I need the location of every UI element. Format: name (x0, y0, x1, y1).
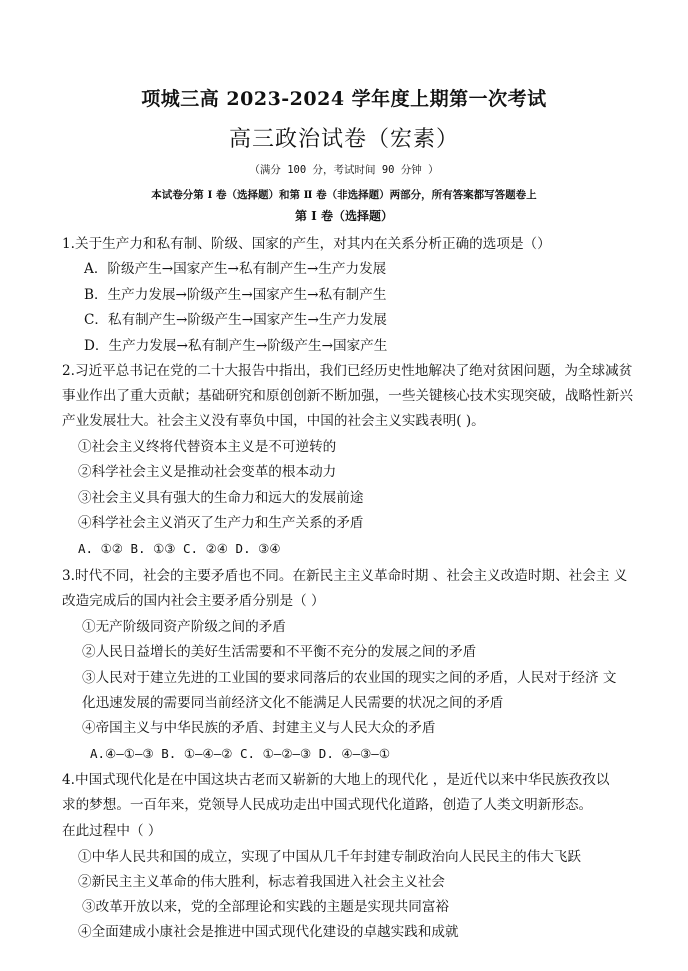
question-1-stem: 1.关于生产力和私有制、阶级、国家的产生，对其内在关系分析正确的选项是（） (62, 236, 551, 252)
question-3-answer-options: A.④—①—③ B. ①—④—② C. ①—②—③ D. ④—③—① (90, 746, 391, 761)
question-2-item-1: ①社会主义终将代替资本主义是不可逆转的 (78, 439, 337, 455)
question-4-item-3: ③改革开放以来，党的全部理论和实践的主题是实现共同富裕 (82, 899, 450, 915)
question-3-stem-line-2: 改造完成后的国内社会主要矛盾分别是（ ） (62, 593, 325, 609)
question-2-item-4: ④科学社会主义消灭了生产力和生产关系的矛盾 (78, 515, 364, 531)
question-3-item-2: ②人民日益增长的美好生活需要和不平衡不充分的发展之间的矛盾 (82, 644, 477, 660)
question-2-item-2: ②科学社会主义是推动社会变革的根本动力 (78, 464, 337, 480)
question-2-answer-options: A. ①② B. ①③ C. ②④ D. ③④ (78, 541, 281, 556)
exam-subtitle: 高三政治试卷（宏素） (228, 127, 459, 152)
question-2-stem-line-3: 产业发展壮大。社会主义没有辜负中国，中国的社会主义实践表明( )。 (62, 413, 485, 429)
section-heading: 第 I 卷（选择题） (295, 209, 393, 223)
question-3-item-4: ④帝国主义与中华民族的矛盾、封建主义与人民大众的矛盾 (82, 720, 436, 736)
question-3-item-3-line-1: ③人民对于建立先进的工业国的要求同落后的农业国的现实之间的矛盾，人民对于经济 文 (82, 670, 617, 686)
question-2-stem-line-2: 事业作出了重大贡献；基础研究和原创创新不断加强，一些关键核心技术实现突破，战略性新兴 (62, 388, 633, 404)
question-3-item-1: ①无产阶级同资产阶级之间的矛盾 (82, 619, 286, 635)
question-1-option-c: C．私有制产生→阶级产生→国家产生→生产力发展 (84, 312, 387, 328)
exam-title: 项城三高 2023-2024 学年度上期第一次考试 (141, 88, 547, 110)
question-1-option-a: A．阶级产生→国家产生→私有制产生→生产力发展 (84, 261, 387, 277)
question-3-item-3-line-2: 化迅速发展的需要同当前经济文化不能满足人民需要的状况之间的矛盾 (82, 695, 504, 711)
question-4-item-4: ④全面建成小康社会是推进中国式现代化建设的卓越实践和成就 (78, 924, 459, 940)
question-1-option-b: B．生产力发展→阶级产生→国家产生→私有制产生 (84, 287, 387, 303)
question-4-stem-line-3: 在此过程中（ ） (62, 823, 162, 839)
question-2-stem-line-1: 2.习近平总书记在党的二十大报告中指出，我们已经历史性地解决了绝对贫困问题，为全球减贫 (62, 363, 633, 379)
exam-instructions: 本试卷分第 Ⅰ 卷（选择题）和第 Ⅱ 卷（非选择题）两部分，所有答案都写答题卷上 (151, 189, 537, 201)
question-4-item-1: ①中华人民共和国的成立，实现了中国从几千年封建专制政治向人民民主的伟大飞跃 (78, 849, 581, 865)
question-4-stem-line-2: 求的梦想。一百年来，党领导人民成功走出中国式现代化道路，创造了人类文明新形态。 (62, 797, 593, 813)
question-4-stem-line-1: 4.中国式现代化是在中国这块古老而又崭新的大地上的现代化 ，是近代以来中华民族孜孜以 (62, 772, 610, 788)
exam-score-time-note: （满分 100 分，考试时间 90 分钟 ） (249, 164, 439, 176)
question-4-item-2: ②新民主主义革命的伟大胜利，标志着我国进入社会主义社会 (78, 874, 446, 890)
question-2-item-3: ③社会主义具有强大的生命力和远大的发展前途 (78, 490, 364, 506)
question-1-option-d: D．生产力发展→私有制产生→阶级产生→国家产生 (84, 338, 388, 354)
question-3-stem-line-1: 3.时代不同，社会的主要矛盾也不同。在新民主主义革命时期 、社会主义改造时期、社会主 义 (62, 568, 628, 584)
